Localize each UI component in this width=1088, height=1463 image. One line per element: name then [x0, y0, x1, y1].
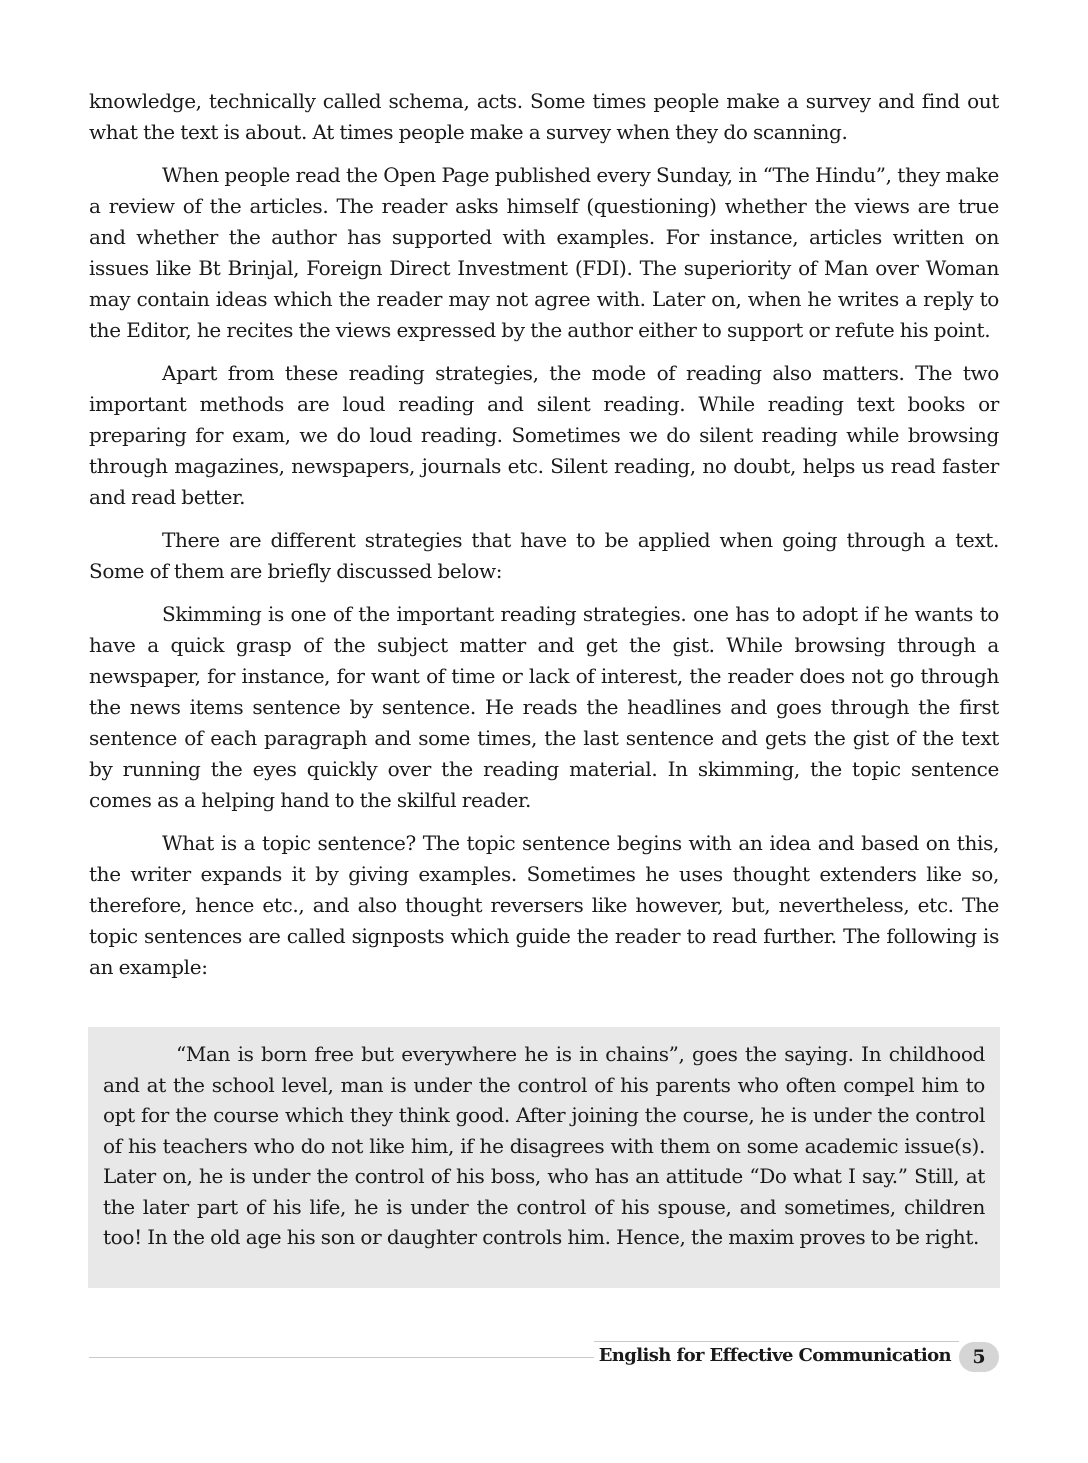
- page-number-badge: 5: [959, 1342, 999, 1372]
- paragraph-reading-modes: Apart from these reading strategies, the mode of reading also matters. The two important methods are loud reading and silent reading. While reading text books or preparing for exam, we do loud reading. Sometimes we do silent reading while browsing through magazines, newspapers, journals etc. Silent reading, no doubt, helps us read faster and read better.: [89, 361, 999, 509]
- example-box: [88, 1027, 1000, 1288]
- footer-book-title: English for Effective Communication: [598, 1345, 951, 1366]
- page-footer: [89, 1345, 999, 1375]
- paragraph-open-page: When people read the Open Page published every Sunday, in “The Hindu”, they make a review of the articles. The reader asks himself (questioning) whether the views are true and whether the author has supported with examples. For instance, articles written on issues like Bt Brinjal, Foreign Direct Investment (FDI). The superiority of Man over Woman may contain ideas which the reader may not agree with. Later on, when he writes a reply to the Editor, he recites the views expressed by the author either to support or refute his point.: [89, 163, 999, 342]
- paragraph-schema: knowledge, technically called schema, acts. Some times people make a survey and find out what the text is about. At times people make a survey when they do scanning.: [89, 89, 999, 144]
- example-text: “Man is born free but everywhere he is in chains”, goes the saying. In childhood and at the school level, man is under the control of his parents who often compel him to opt for the course which they think good. After joining the course, he is under the control of his teachers who do not like him, if he disagrees with them on some academic issue(s). Later on, he is under the control of his boss, who has an attitude “Do what I say.” Still, at the later part of his life, he is under the control of his spouse, and sometimes, children too! In the old age his son or daughter controls him. Hence, the maxim proves to be right.: [103, 1042, 985, 1249]
- paragraph-skimming: Skimming is one of the important reading strategies. one has to adopt if he wants to have a quick grasp of the subject matter and get the gist. While browsing through a newspaper, for instance, for want of time or lack of interest, the reader does not go through the news items sentence by sentence. He reads the headlines and goes through the first sentence of each paragraph and some times, the last sentence and gets the gist of the text by running the eyes quickly over the reading material. In skimming, the topic sentence comes as a helping hand to the skilful reader.: [89, 602, 999, 812]
- paragraph-strategies-intro: There are different strategies that have to be applied when going through a text. Some of them are briefly discussed below:: [89, 528, 999, 583]
- page-body: [89, 86, 999, 995]
- footer-rule-upper: [594, 1341, 959, 1342]
- paragraph-topic-sentence: What is a topic sentence? The topic sentence begins with an idea and based on this, the writer expands it by giving examples. Sometimes he uses thought extenders like so, therefore, hence etc., and also thought reversers like however, but, nevertheless, etc. The topic sentences are called signposts which guide the reader to read further. The following is an example:: [89, 831, 999, 979]
- footer-rule: [89, 1357, 594, 1358]
